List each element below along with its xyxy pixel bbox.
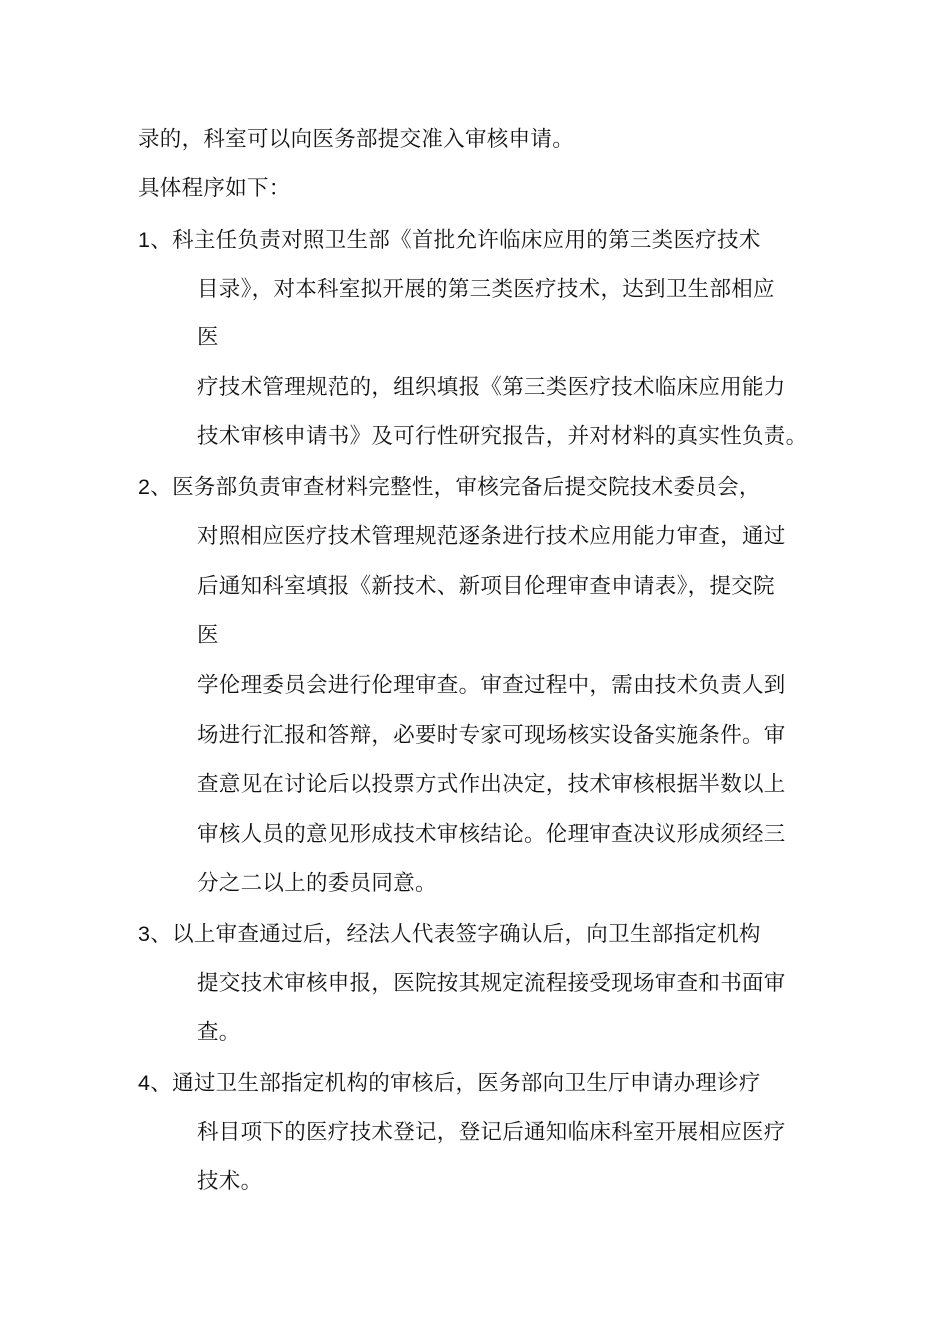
step-2-line-3: 后通知科室填报《新技术、新项目伦理审查申请表》，提交院	[197, 574, 775, 599]
step-2-separator: 、	[150, 475, 173, 500]
step-4-first-line	[138, 1068, 761, 1099]
step-2-line-4: 医	[197, 623, 219, 648]
step-2-line-1: 医务部负责审查材料完整性，审核完备后提交院技术委员会，	[172, 475, 761, 500]
step-2-line-2: 对照相应医疗技术管理规范逐条进行技术应用能力审查，通过	[197, 524, 786, 549]
step-1-separator: 、	[150, 228, 173, 253]
step-4-number: 4	[138, 1071, 151, 1095]
step-2-line-8: 审核人员的意见形成技术审核结论。伦理审查决议形成须经三	[197, 822, 786, 847]
step-3-line-1: 以上审查通过后，经法人代表签字确认后，向卫生部指定机构	[172, 922, 761, 947]
step-4-separator: 、	[150, 1071, 173, 1096]
step-1-line-5: 技术审核申请书》及可行性研究报告，并对材料的真实性负责。	[197, 424, 808, 449]
step-2-line-5: 学伦理委员会进行伦理审查。审查过程中，需由技术负责人到	[197, 673, 786, 698]
step-4-line-1: 通过卫生部指定机构的审核后，医务部向卫生厅申请办理诊疗	[172, 1071, 761, 1096]
step-1-line-3: 医	[197, 325, 219, 350]
step-1-line-1: 科主任负责对照卫生部《首批允许临床应用的第三类医疗技术	[172, 228, 761, 253]
intro-tail-text: 录的，科室可以向医务部提交准入审核申请。	[138, 127, 575, 152]
step-4-line-2: 科目项下的医疗技术登记，登记后通知临床科室开展相应医疗	[197, 1120, 786, 1145]
step-2-number: 2	[138, 475, 151, 499]
step-1-first-line	[138, 225, 761, 256]
step-3-line-2: 提交技术审核申报，医院按其规定流程接受现场审查和书面审	[197, 971, 786, 996]
step-3-line-3: 查。	[197, 1020, 241, 1045]
step-1-number: 1	[138, 228, 151, 252]
step-1-line-4: 疗技术管理规范的，组织填报《第三类医疗技术临床应用能力	[197, 375, 786, 400]
step-1-line-2: 目录》，对本科室拟开展的第三类医疗技术，达到卫生部相应	[197, 277, 775, 302]
procedure-heading: 具体程序如下：	[138, 176, 291, 201]
step-3-first-line	[138, 919, 761, 950]
step-4-line-3: 技术。	[197, 1169, 263, 1194]
step-2-first-line	[138, 472, 761, 503]
step-2-line-6: 场进行汇报和答辩，必要时专家可现场核实设备实施条件。审	[197, 723, 786, 748]
step-3-number: 3	[138, 922, 151, 946]
step-2-line-7: 查意见在讨论后以投票方式作出决定，技术审核根据半数以上	[197, 772, 786, 797]
step-2-line-9: 分之二以上的委员同意。	[197, 871, 437, 896]
step-3-separator: 、	[150, 922, 173, 947]
